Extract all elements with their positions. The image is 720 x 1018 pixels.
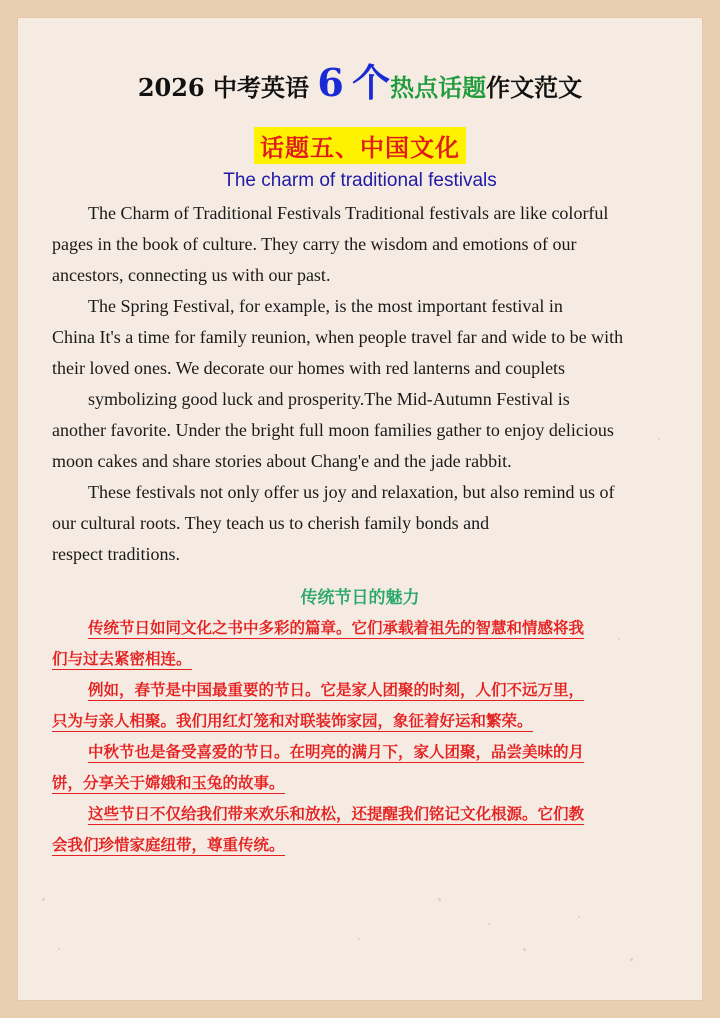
chinese-line	[52, 613, 672, 644]
english-line: their loved ones. We decorate our homes with red lanterns and couplets	[52, 358, 566, 378]
english-line: These festivals not only offer us joy and relaxation, but also remind us of	[88, 482, 615, 502]
english-line: China It's a time for family reunion, when people travel far and wide to be with	[52, 327, 624, 347]
paper-speck	[630, 958, 633, 961]
english-line: our cultural roots. They teach us to cherish family bonds and	[52, 513, 490, 533]
title-space	[344, 73, 352, 102]
paper-speck	[488, 923, 490, 925]
paper-speck	[578, 916, 580, 918]
chinese-line	[52, 799, 672, 830]
chinese-title: 传统节日的魅力	[300, 588, 420, 608]
chinese-line	[52, 737, 672, 768]
chinese-line	[52, 644, 672, 675]
chinese-line	[52, 675, 672, 706]
chinese-line-text: 中秋节也是备受喜爱的节日。在明亮的满月下，家人团聚，品尝美味的月	[88, 743, 585, 761]
chinese-line-text: 会我们珍惜家庭纽带，尊重传统。	[52, 836, 285, 854]
english-line: moon cakes and share stories about Chang'e and the jade rabbit.	[52, 451, 512, 471]
chinese-line-text: 例如，春节是中国最重要的节日。它是家人团聚的时刻，人们不远万里，	[88, 681, 585, 699]
english-line: The Spring Festival, for example, is the most important festival in	[88, 296, 563, 316]
page-title	[0, 52, 720, 107]
chinese-translation	[52, 613, 672, 861]
paper-speck	[358, 938, 360, 940]
topic-label: 话题五、中国文化	[254, 127, 466, 164]
chinese-line	[52, 830, 672, 861]
title-suffix: 作文范文	[486, 73, 583, 102]
chinese-line-text: 传统节日如同文化之书中多彩的篇章。它们承载着祖先的智慧和情感将我	[88, 619, 585, 637]
chinese-line	[52, 706, 672, 737]
english-line: ancestors, connecting us with our past.	[52, 265, 331, 285]
english-line: pages in the book of culture. They carry the wisdom and emotions of our	[52, 234, 577, 254]
title-number: 6	[317, 60, 344, 105]
chinese-line-text: 们与过去紧密相连。	[52, 650, 192, 668]
english-line: another favorite. Under the bright full moon families gather to enjoy delicious	[52, 420, 614, 440]
title-measure-word: 个	[352, 60, 391, 105]
english-line: The Charm of Traditional Festivals Traditional festivals are like colorful	[88, 203, 609, 223]
paper-speck	[42, 898, 45, 901]
english-essay	[52, 198, 672, 570]
english-line: respect traditions.	[52, 544, 180, 564]
paper-speck	[438, 898, 441, 901]
chinese-line-text: 这些节日不仅给我们带来欢乐和放松，还提醒我们铭记文化根源。它们教	[88, 805, 585, 823]
english-line: symbolizing good luck and prosperity.The Mid-Autumn Festival is	[88, 389, 570, 409]
title-highlight: 热点话题	[390, 73, 487, 102]
title-prefix: 2026 中考英语	[137, 73, 318, 102]
chinese-line-text: 饼，分享关于嫦娥和玉兔的故事。	[52, 774, 285, 792]
paper-speck	[58, 948, 60, 950]
essay-subtitle: The charm of traditional festivals	[223, 170, 497, 191]
paper-speck	[523, 948, 526, 951]
chinese-line-text: 只为与亲人相聚。我们用红灯笼和对联装饰家园，象征着好运和繁荣。	[52, 712, 533, 730]
topic-label-wrap	[0, 127, 720, 164]
chinese-line	[52, 768, 672, 799]
